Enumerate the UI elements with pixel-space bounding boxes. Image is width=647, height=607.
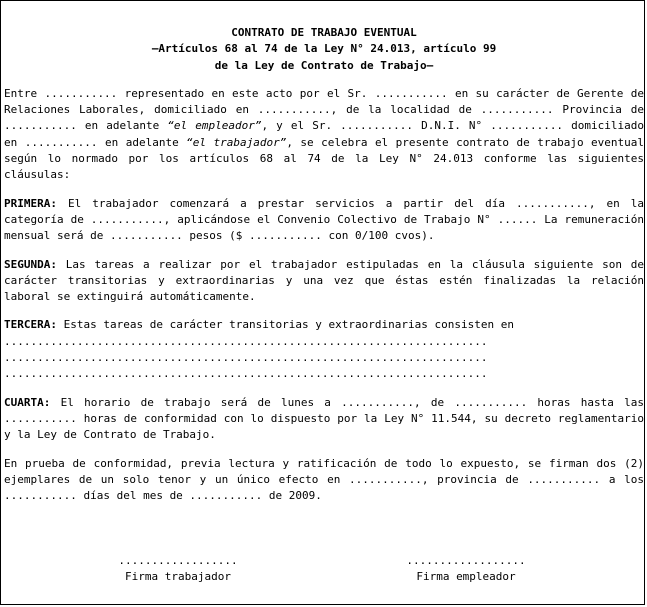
clause-segunda-text: Las tareas a realizar por el trabajador estipuladas en la cláusula siguiente son de carácter transitorias y extraordinarias y una vez que éstas estén finalizadas la relación laboral se extinguirá automáticamente. [4, 257, 644, 304]
signature-employer-label: Firma empleador [416, 570, 516, 583]
intro-paragraph [4, 86, 644, 184]
clause-segunda-label: SEGUNDA: [4, 257, 57, 271]
clause-primera [4, 196, 644, 245]
intro-text-3: , se celebra el presente contrato de trabajo eventual según lo normado por los artículos 68 al 74 de la Ley N° 24.013 conforme las siguientes cláusulas: [4, 135, 645, 182]
clause-primera-label: PRIMERA: [4, 196, 57, 210]
signature-worker [78, 553, 278, 585]
title-line-3: de la Ley de Contrato de Trabajo— [214, 58, 434, 72]
signature-employer-line: .................. [406, 554, 526, 567]
signature-employer [366, 553, 566, 585]
intro-text-1: Entre ........... representado en este acto por el Sr. ........... en su carácter de Gerente de Relaciones Laborales, domiciliado en ..........., de la localidad de ........... Provincia de ........... en adelante [4, 86, 644, 133]
signature-worker-line: .................. [118, 554, 238, 567]
title-line-2: —Artículos 68 al 74 de la Ley N° 24.013, artículo 99 [151, 42, 497, 56]
clause-segunda [4, 257, 644, 306]
clause-tercera-label: TERCERA: [4, 318, 57, 332]
employer-term: “el empleador” [167, 119, 262, 133]
clause-tercera-text: Estas tareas de carácter transitorias y extraordinarias consisten en [56, 318, 514, 332]
clause-cuarta-label: CUARTA: [4, 395, 51, 409]
tercera-blank-line-2: ......................................................................... [4, 351, 488, 365]
clause-tercera [4, 317, 644, 382]
clause-cuarta [4, 395, 644, 444]
title-line-1: CONTRATO DE TRABAJO EVENTUAL [231, 26, 417, 39]
document-title [4, 25, 644, 74]
tercera-blank-line-1: ......................................................................... [4, 334, 488, 348]
closing-paragraph: En prueba de conformidad, previa lectura y ratificación de todo lo expuesto, se firman dos (2) ejemplares de un solo tenor y un único efecto en ..........., provincia de ........... a los ........... días del mes de ........... de 2009. [4, 456, 644, 503]
contract-body [4, 25, 644, 504]
clause-primera-text: El trabajador comenzará a prestar servicios a partir del día ..........., en la categoría de ..........., aplicándose el Convenio Colectivo de Trabajo N° ...... La remuneración mensual será de ........... pesos ($ ........... con 0/100 cvos). [4, 196, 644, 243]
intro-text-2: , y el Sr. ........... D.N.I. N° ........... domiciliado en ........... en adelante [4, 119, 644, 149]
signature-area [1, 553, 646, 593]
worker-term: “el trabajador” [186, 135, 287, 149]
signature-worker-label: Firma trabajador [125, 570, 231, 583]
tercera-blank-line-3: ......................................................................... [4, 367, 488, 381]
clause-cuarta-text: El horario de trabajo será de lunes a ..........., de ........... horas hasta las ........... horas de conformidad con lo dispuesto por la Ley N° 11.544, su decreto reglamentario y la Ley de Contrato de Trabajo. [4, 395, 644, 442]
